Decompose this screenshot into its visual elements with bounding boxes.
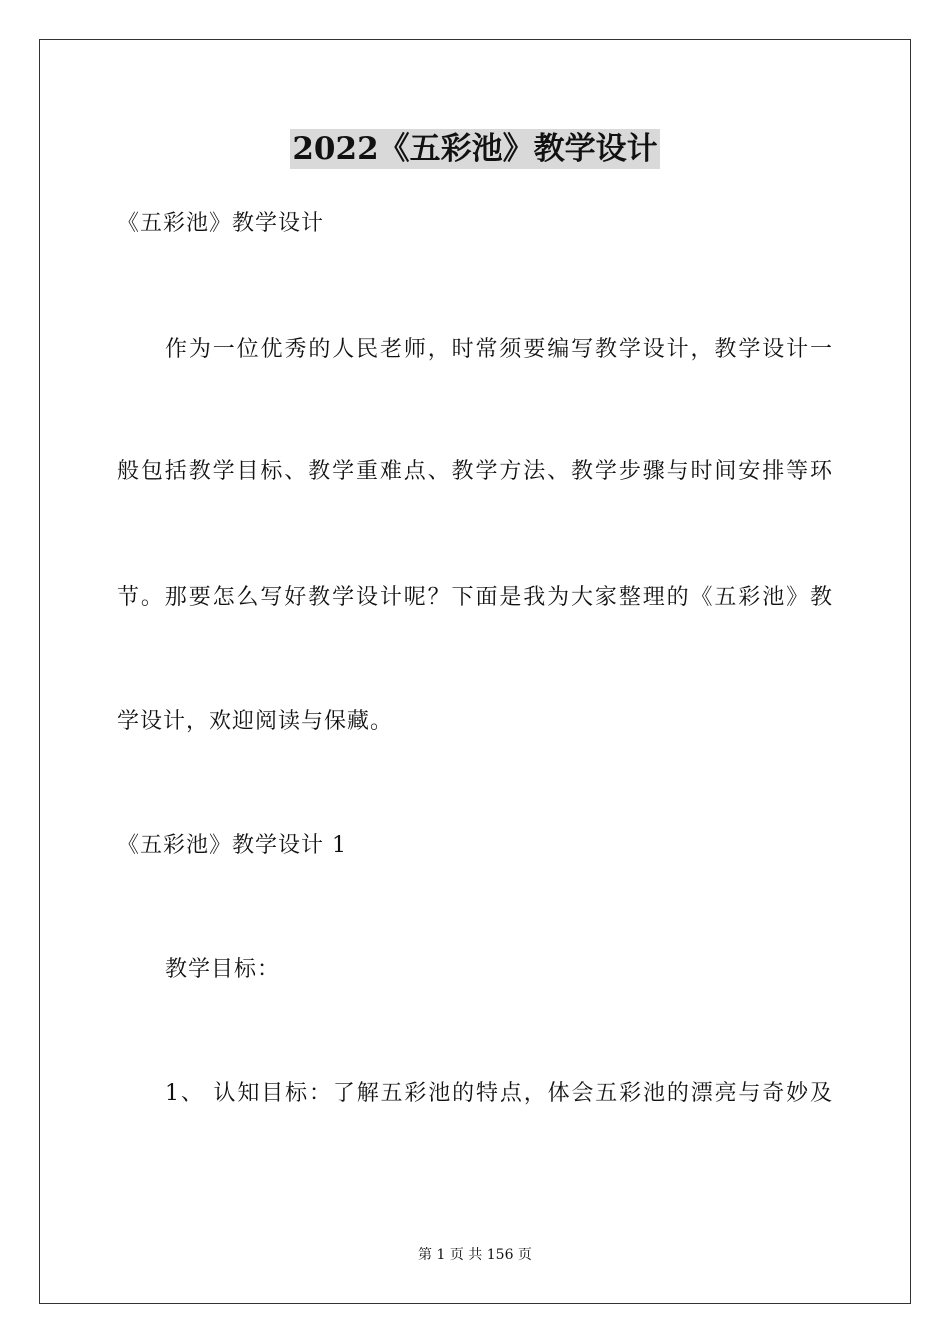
document-subtitle: 《五彩池》教学设计 [117, 211, 325, 236]
objective-item-1: 1、 认知目标：了解五彩池的特点，体会五彩池的漂亮与奇妙及 [165, 1081, 833, 1106]
intro-line-1: 作为一位优秀的人民老师，时常须要编写教学设计，教学设计一 [165, 337, 833, 362]
intro-line-4: 学设计，欢迎阅读与保藏。 [117, 709, 394, 734]
page-footer: 第 1 页 共 156 页 [418, 1247, 532, 1263]
section-heading: 《五彩池》教学设计 1 [117, 833, 347, 858]
intro-line-3: 节。那要怎么写好教学设计呢？下面是我为大家整理的《五彩池》教 [117, 585, 833, 610]
document-title-text: 2022《五彩池》教学设计 [292, 131, 658, 167]
objectives-label: 教学目标： [165, 957, 281, 982]
intro-line-2: 般包括教学目标、教学重难点、教学方法、教学步骤与时间安排等环 [117, 459, 833, 484]
document-title [0, 124, 950, 174]
